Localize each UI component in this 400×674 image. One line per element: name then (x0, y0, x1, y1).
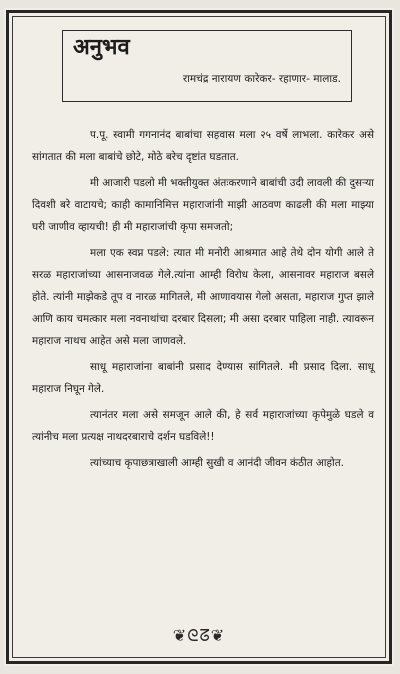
article-body (32, 124, 374, 478)
paragraph: साधू महाराजांना बाबांनी प्रसाद देण्यास सांगितले. मी प्रसाद दिला. साधू महाराज निघून गेले. (32, 361, 374, 395)
paragraph: मी आजारी पडलो मी भक्तीयुक्त अंतःकरणाने बाबांची उदी लावली की दुसऱ्या दिवशी बरे वाटायचे; काही कामानिमित्त महाराजांनी माझी आठवण काढली की मला माझ्या घरी जाणीव व्हायची! ही मी महाराजांची कृपा समजतो; (32, 177, 374, 233)
paragraph: मला एक स्वप्न पडले: त्यात मी मनोरी आश्रमात आहे तेथे दोन योगी आले ते सरळ महाराजांच्या आसनाजवळ गेले.त्यांना आम्ही विरोध केला, आसनावर महाराज बसले होते. त्यांनी माझेकडे तूप व नारळ मागितले, मी आणावयास गेलो असता, महाराज गुप्त झाले आणि काय चमत्कार मला नवनाथांचा दरबार दिसला; मी असा दरबार पाहिला नाही. त्यावरून महाराज नाथच आहेत असे मला जाणवले. (32, 247, 374, 347)
article-title: अनुभव (73, 35, 130, 60)
author-byline: रामचंद्र नारायण कारेकर- रहाणार- मालाड. (182, 73, 341, 85)
paragraph: प.पू. स्वामी गगनानंद बाबांचा सहवास मला २५ वर्षे लाभला. कारेकर असे सांगतात की मला बाबांचे छोटे, मोठे बरेच दृष्टांत घडतात. (32, 129, 374, 163)
title-box (62, 30, 352, 102)
ornament-divider: ❦ᘓᘔ❦ (172, 626, 226, 645)
page (4, 8, 394, 666)
paragraph: त्यानंतर मला असे समजून आले की, हे सर्व महाराजांच्या कृपेमुळे घडले व त्यांनीच मला प्रत्यक्ष नाथदरबाराचे दर्शन घडविले!! (32, 409, 374, 443)
paragraph: त्यांच्याच कृपाछत्राखाली आम्ही सुखी व आनंदी जीवन कंठीत आहोत. (90, 457, 344, 469)
